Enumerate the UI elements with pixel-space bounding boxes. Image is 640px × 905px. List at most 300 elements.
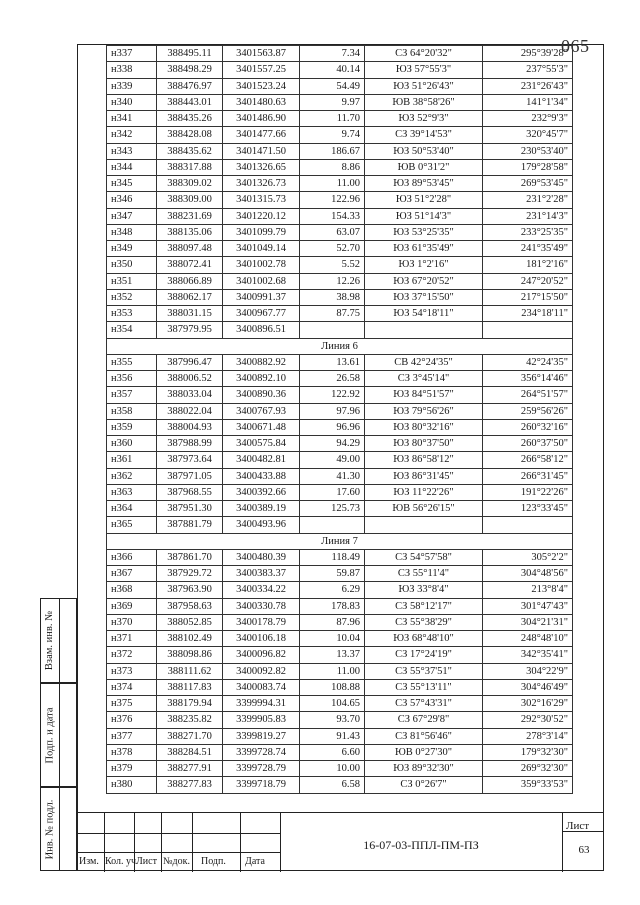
distance: 122.96 bbox=[300, 192, 365, 208]
bearing: ЮЗ 89°53'45" bbox=[365, 176, 483, 192]
table-row bbox=[107, 273, 573, 289]
azimuth: 247°20'52" bbox=[483, 273, 573, 289]
table-row bbox=[107, 566, 573, 582]
azimuth: 304°46'49" bbox=[483, 679, 573, 695]
table-row bbox=[107, 436, 573, 452]
table-row bbox=[107, 647, 573, 663]
point-id: н346 bbox=[107, 192, 157, 208]
coord-x: 388006.52 bbox=[157, 371, 223, 387]
coord-y: 3401477.66 bbox=[223, 127, 300, 143]
distance: 6.58 bbox=[300, 777, 365, 793]
coord-x: 388435.62 bbox=[157, 143, 223, 159]
azimuth: 232°9'3" bbox=[483, 111, 573, 127]
coord-y: 3400334.22 bbox=[223, 582, 300, 598]
bearing: СЗ 54°57'58" bbox=[365, 549, 483, 565]
point-id: н355 bbox=[107, 354, 157, 370]
table-row bbox=[107, 257, 573, 273]
table-row bbox=[107, 631, 573, 647]
coord-y: 3399994.31 bbox=[223, 696, 300, 712]
bearing bbox=[365, 322, 483, 338]
point-id: н342 bbox=[107, 127, 157, 143]
distance: 12.26 bbox=[300, 273, 365, 289]
coord-x: 387963.90 bbox=[157, 582, 223, 598]
margin-box-vzam bbox=[40, 598, 77, 683]
coord-x: 388235.82 bbox=[157, 712, 223, 728]
coord-x: 388495.11 bbox=[157, 46, 223, 62]
point-id: н374 bbox=[107, 679, 157, 695]
coord-x: 388428.08 bbox=[157, 127, 223, 143]
coord-x: 388231.69 bbox=[157, 208, 223, 224]
bearing: СВ 42°24'35" bbox=[365, 354, 483, 370]
distance: 11.70 bbox=[300, 111, 365, 127]
coord-y: 3401471.50 bbox=[223, 143, 300, 159]
point-id: н350 bbox=[107, 257, 157, 273]
coord-y: 3400482.81 bbox=[223, 452, 300, 468]
bearing: ЮЗ 80°37'50" bbox=[365, 436, 483, 452]
point-id: н339 bbox=[107, 78, 157, 94]
distance: 6.60 bbox=[300, 744, 365, 760]
coord-y: 3400096.82 bbox=[223, 647, 300, 663]
coord-y: 3400991.37 bbox=[223, 289, 300, 305]
coord-y: 3401220.12 bbox=[223, 208, 300, 224]
coord-x: 388443.01 bbox=[157, 94, 223, 110]
bearing: СЗ 57°43'31" bbox=[365, 696, 483, 712]
coord-x: 388284.51 bbox=[157, 744, 223, 760]
coord-x: 388033.04 bbox=[157, 387, 223, 403]
azimuth: 217°15'50" bbox=[483, 289, 573, 305]
coord-y: 3400083.74 bbox=[223, 679, 300, 695]
bearing: ЮЗ 57°55'3" bbox=[365, 62, 483, 78]
coord-y: 3400767.93 bbox=[223, 403, 300, 419]
coord-y: 3400389.19 bbox=[223, 501, 300, 517]
table-row bbox=[107, 322, 573, 338]
point-id: н366 bbox=[107, 549, 157, 565]
point-id: н369 bbox=[107, 598, 157, 614]
bearing: СЗ 17°24'19" bbox=[365, 647, 483, 663]
point-id: н357 bbox=[107, 387, 157, 403]
section-row bbox=[107, 533, 573, 549]
section-title: Линия 6 bbox=[107, 338, 573, 354]
table-row bbox=[107, 306, 573, 322]
bearing: ЮЗ 50°53'40" bbox=[365, 143, 483, 159]
azimuth bbox=[483, 322, 573, 338]
coord-x: 387951.30 bbox=[157, 501, 223, 517]
bearing: ЮВ 0°31'2" bbox=[365, 159, 483, 175]
coord-x: 388022.04 bbox=[157, 403, 223, 419]
point-id: н337 bbox=[107, 46, 157, 62]
point-id: н371 bbox=[107, 631, 157, 647]
table-row bbox=[107, 371, 573, 387]
coord-x: 388135.06 bbox=[157, 224, 223, 240]
distance: 13.37 bbox=[300, 647, 365, 663]
azimuth: 42°24'35" bbox=[483, 354, 573, 370]
coord-x: 388435.26 bbox=[157, 111, 223, 127]
table-row bbox=[107, 549, 573, 565]
col-list-label: Лист bbox=[136, 856, 157, 867]
table-row bbox=[107, 761, 573, 777]
distance: 87.96 bbox=[300, 614, 365, 630]
distance bbox=[300, 322, 365, 338]
table-row bbox=[107, 679, 573, 695]
azimuth: 237°55'3" bbox=[483, 62, 573, 78]
azimuth: 231°14'3" bbox=[483, 208, 573, 224]
table-row bbox=[107, 744, 573, 760]
point-id: н361 bbox=[107, 452, 157, 468]
azimuth: 260°37'50" bbox=[483, 436, 573, 452]
coord-x: 387968.55 bbox=[157, 484, 223, 500]
point-id: н352 bbox=[107, 289, 157, 305]
bearing: СЗ 55°13'11" bbox=[365, 679, 483, 695]
col-podp-label: Подп. bbox=[201, 856, 226, 867]
distance: 186.67 bbox=[300, 143, 365, 159]
azimuth: 234°18'11" bbox=[483, 306, 573, 322]
coord-x: 388179.94 bbox=[157, 696, 223, 712]
distance: 17.60 bbox=[300, 484, 365, 500]
table-row bbox=[107, 452, 573, 468]
bearing: ЮЗ 67°20'52" bbox=[365, 273, 483, 289]
azimuth: 179°28'58" bbox=[483, 159, 573, 175]
bearing: ЮЗ 86°58'12" bbox=[365, 452, 483, 468]
point-id: н378 bbox=[107, 744, 157, 760]
coord-y: 3400433.88 bbox=[223, 468, 300, 484]
bearing: ЮВ 56°26'15" bbox=[365, 501, 483, 517]
point-id: н344 bbox=[107, 159, 157, 175]
coord-x: 387996.47 bbox=[157, 354, 223, 370]
table-row bbox=[107, 387, 573, 403]
section-row bbox=[107, 338, 573, 354]
azimuth bbox=[483, 517, 573, 533]
section-title: Линия 7 bbox=[107, 533, 573, 549]
distance: 96.96 bbox=[300, 419, 365, 435]
bearing: ЮЗ 68°48'10" bbox=[365, 631, 483, 647]
distance: 97.96 bbox=[300, 403, 365, 419]
bearing: ЮЗ 54°18'11" bbox=[365, 306, 483, 322]
table-row bbox=[107, 663, 573, 679]
coord-x: 388111.62 bbox=[157, 663, 223, 679]
point-id: н363 bbox=[107, 484, 157, 500]
distance: 94.29 bbox=[300, 436, 365, 452]
table-row bbox=[107, 468, 573, 484]
table-row bbox=[107, 46, 573, 62]
azimuth: 304°22'9" bbox=[483, 663, 573, 679]
bearing: ЮЗ 51°2'28" bbox=[365, 192, 483, 208]
coord-x: 388072.41 bbox=[157, 257, 223, 273]
bearing: ЮЗ 51°26'43" bbox=[365, 78, 483, 94]
coord-y: 3401523.24 bbox=[223, 78, 300, 94]
bearing: СЗ 39°14'53" bbox=[365, 127, 483, 143]
coord-y: 3399728.79 bbox=[223, 761, 300, 777]
point-id: н341 bbox=[107, 111, 157, 127]
distance: 178.83 bbox=[300, 598, 365, 614]
coord-y: 3399905.83 bbox=[223, 712, 300, 728]
azimuth: 359°33'53" bbox=[483, 777, 573, 793]
coord-x: 388271.70 bbox=[157, 728, 223, 744]
azimuth: 259°56'26" bbox=[483, 403, 573, 419]
table-row bbox=[107, 517, 573, 533]
distance: 52.70 bbox=[300, 241, 365, 257]
coord-x: 388476.97 bbox=[157, 78, 223, 94]
bearing: СЗ 3°45'14" bbox=[365, 371, 483, 387]
distance: 38.98 bbox=[300, 289, 365, 305]
coord-y: 3400967.77 bbox=[223, 306, 300, 322]
point-id: н358 bbox=[107, 403, 157, 419]
table-row bbox=[107, 78, 573, 94]
coord-x: 388277.91 bbox=[157, 761, 223, 777]
coord-y: 3401326.65 bbox=[223, 159, 300, 175]
col-data-label: Дата bbox=[245, 856, 265, 867]
distance: 108.88 bbox=[300, 679, 365, 695]
table-row bbox=[107, 62, 573, 78]
bearing: СЗ 55°11'4" bbox=[365, 566, 483, 582]
azimuth: 304°21'31" bbox=[483, 614, 573, 630]
point-id: н368 bbox=[107, 582, 157, 598]
archive-stamp: 065 bbox=[561, 36, 590, 56]
point-id: н360 bbox=[107, 436, 157, 452]
point-id: н380 bbox=[107, 777, 157, 793]
coord-x: 387973.64 bbox=[157, 452, 223, 468]
coord-x: 387929.72 bbox=[157, 566, 223, 582]
bearing: СЗ 0°26'7" bbox=[365, 777, 483, 793]
coord-y: 3400882.92 bbox=[223, 354, 300, 370]
coord-x: 388097.48 bbox=[157, 241, 223, 257]
coord-x: 388031.15 bbox=[157, 306, 223, 322]
distance: 40.14 bbox=[300, 62, 365, 78]
coordinates-table bbox=[106, 45, 573, 794]
azimuth: 264°51'57" bbox=[483, 387, 573, 403]
point-id: н364 bbox=[107, 501, 157, 517]
coord-x: 388102.49 bbox=[157, 631, 223, 647]
bearing: ЮЗ 52°9'3" bbox=[365, 111, 483, 127]
bearing: ЮЗ 79°56'26" bbox=[365, 403, 483, 419]
table-row bbox=[107, 403, 573, 419]
coord-x: 388309.00 bbox=[157, 192, 223, 208]
table-row bbox=[107, 614, 573, 630]
coord-x: 388117.83 bbox=[157, 679, 223, 695]
point-id: н376 bbox=[107, 712, 157, 728]
table-row bbox=[107, 728, 573, 744]
point-id: н375 bbox=[107, 696, 157, 712]
coord-y: 3400892.10 bbox=[223, 371, 300, 387]
point-id: н359 bbox=[107, 419, 157, 435]
distance: 11.00 bbox=[300, 663, 365, 679]
distance: 10.04 bbox=[300, 631, 365, 647]
table-row bbox=[107, 159, 573, 175]
point-id: н365 bbox=[107, 517, 157, 533]
table-row bbox=[107, 192, 573, 208]
azimuth: 123°33'45" bbox=[483, 501, 573, 517]
point-id: н373 bbox=[107, 663, 157, 679]
coord-y: 3400383.37 bbox=[223, 566, 300, 582]
point-id: н338 bbox=[107, 62, 157, 78]
azimuth: 191°22'26" bbox=[483, 484, 573, 500]
coord-y: 3400092.82 bbox=[223, 663, 300, 679]
distance: 9.97 bbox=[300, 94, 365, 110]
margin-label-vzam: Взам. инв. № bbox=[44, 610, 56, 671]
distance: 7.34 bbox=[300, 46, 365, 62]
coord-x: 388062.17 bbox=[157, 289, 223, 305]
coord-y: 3401486.90 bbox=[223, 111, 300, 127]
coord-y: 3400671.48 bbox=[223, 419, 300, 435]
coord-x: 387861.70 bbox=[157, 549, 223, 565]
table-row bbox=[107, 484, 573, 500]
bearing: СЗ 64°20'32" bbox=[365, 46, 483, 62]
coord-y: 3400896.51 bbox=[223, 322, 300, 338]
point-id: н372 bbox=[107, 647, 157, 663]
coord-y: 3401002.68 bbox=[223, 273, 300, 289]
sheet-number: 63 bbox=[578, 844, 590, 856]
bearing: ЮЗ 84°51'57" bbox=[365, 387, 483, 403]
azimuth: 141°1'34" bbox=[483, 94, 573, 110]
azimuth: 295°39'28" bbox=[483, 46, 573, 62]
point-id: н351 bbox=[107, 273, 157, 289]
azimuth: 266°58'12" bbox=[483, 452, 573, 468]
table-row bbox=[107, 94, 573, 110]
distance: 11.00 bbox=[300, 176, 365, 192]
coord-x: 388066.89 bbox=[157, 273, 223, 289]
point-id: н354 bbox=[107, 322, 157, 338]
azimuth: 269°53'45" bbox=[483, 176, 573, 192]
table-row bbox=[107, 111, 573, 127]
azimuth: 266°31'45" bbox=[483, 468, 573, 484]
bearing: ЮЗ 61°35'49" bbox=[365, 241, 483, 257]
coord-y: 3401002.78 bbox=[223, 257, 300, 273]
azimuth: 269°32'30" bbox=[483, 761, 573, 777]
coord-x: 388277.83 bbox=[157, 777, 223, 793]
document-code: 16-07-03-ППЛ-ПМ-ПЗ bbox=[363, 838, 479, 852]
distance: 125.73 bbox=[300, 501, 365, 517]
margin-box-podp bbox=[40, 683, 77, 787]
bearing: ЮЗ 33°8'4" bbox=[365, 582, 483, 598]
coord-x: 387958.63 bbox=[157, 598, 223, 614]
coord-y: 3400392.66 bbox=[223, 484, 300, 500]
azimuth: 179°32'30" bbox=[483, 744, 573, 760]
col-ndok-label: №док. bbox=[163, 856, 190, 867]
table-row bbox=[107, 289, 573, 305]
point-id: н343 bbox=[107, 143, 157, 159]
table-row bbox=[107, 712, 573, 728]
azimuth: 278°3'14" bbox=[483, 728, 573, 744]
distance: 118.49 bbox=[300, 549, 365, 565]
point-id: н362 bbox=[107, 468, 157, 484]
coord-x: 387988.99 bbox=[157, 436, 223, 452]
azimuth: 230°53'40" bbox=[483, 143, 573, 159]
point-id: н367 bbox=[107, 566, 157, 582]
coord-y: 3401557.25 bbox=[223, 62, 300, 78]
point-id: н340 bbox=[107, 94, 157, 110]
azimuth: 301°47'43" bbox=[483, 598, 573, 614]
distance: 5.52 bbox=[300, 257, 365, 273]
point-id: н379 bbox=[107, 761, 157, 777]
azimuth: 356°14'46" bbox=[483, 371, 573, 387]
bearing: ЮЗ 89°32'30" bbox=[365, 761, 483, 777]
table-row bbox=[107, 208, 573, 224]
distance: 10.00 bbox=[300, 761, 365, 777]
bearing: ЮЗ 80°32'16" bbox=[365, 419, 483, 435]
coord-y: 3400890.36 bbox=[223, 387, 300, 403]
point-id: н349 bbox=[107, 241, 157, 257]
table-row bbox=[107, 777, 573, 793]
azimuth: 241°35'49" bbox=[483, 241, 573, 257]
azimuth: 248°48'10" bbox=[483, 631, 573, 647]
table-row bbox=[107, 354, 573, 370]
coord-x: 388004.93 bbox=[157, 419, 223, 435]
point-id: н348 bbox=[107, 224, 157, 240]
bearing: СЗ 81°56'46" bbox=[365, 728, 483, 744]
distance: 154.33 bbox=[300, 208, 365, 224]
azimuth: 292°30'52" bbox=[483, 712, 573, 728]
coord-y: 3399819.27 bbox=[223, 728, 300, 744]
distance: 104.65 bbox=[300, 696, 365, 712]
azimuth: 181°2'16" bbox=[483, 257, 573, 273]
bearing: ЮЗ 1°2'16" bbox=[365, 257, 483, 273]
point-id: н345 bbox=[107, 176, 157, 192]
col-izm-label: Изм. bbox=[79, 856, 99, 867]
point-id: н353 bbox=[107, 306, 157, 322]
table-row bbox=[107, 696, 573, 712]
azimuth: 213°8'4" bbox=[483, 582, 573, 598]
distance: 87.75 bbox=[300, 306, 365, 322]
azimuth: 231°2'28" bbox=[483, 192, 573, 208]
coord-y: 3400575.84 bbox=[223, 436, 300, 452]
coord-x: 388052.85 bbox=[157, 614, 223, 630]
coord-y: 3401049.14 bbox=[223, 241, 300, 257]
coord-y: 3400480.39 bbox=[223, 549, 300, 565]
bearing: СЗ 55°38'29" bbox=[365, 614, 483, 630]
coord-y: 3400178.79 bbox=[223, 614, 300, 630]
coord-y: 3400106.18 bbox=[223, 631, 300, 647]
azimuth: 260°32'16" bbox=[483, 419, 573, 435]
bearing: СЗ 55°37'51" bbox=[365, 663, 483, 679]
distance bbox=[300, 517, 365, 533]
distance: 63.07 bbox=[300, 224, 365, 240]
point-id: н356 bbox=[107, 371, 157, 387]
distance: 8.86 bbox=[300, 159, 365, 175]
bearing: ЮЗ 37°15'50" bbox=[365, 289, 483, 305]
azimuth: 304°48'56" bbox=[483, 566, 573, 582]
table-row bbox=[107, 501, 573, 517]
table-row bbox=[107, 127, 573, 143]
coord-x: 388098.86 bbox=[157, 647, 223, 663]
coord-y: 3399718.79 bbox=[223, 777, 300, 793]
bearing bbox=[365, 517, 483, 533]
bearing: ЮВ 0°27'30" bbox=[365, 744, 483, 760]
azimuth: 302°16'29" bbox=[483, 696, 573, 712]
table-row bbox=[107, 143, 573, 159]
table-row bbox=[107, 419, 573, 435]
azimuth: 320°45'7" bbox=[483, 127, 573, 143]
distance: 13.61 bbox=[300, 354, 365, 370]
azimuth: 233°25'35" bbox=[483, 224, 573, 240]
coord-y: 3401326.73 bbox=[223, 176, 300, 192]
bearing: СЗ 58°12'17" bbox=[365, 598, 483, 614]
margin-label-podp: Подп. и дата bbox=[44, 706, 56, 764]
table-row bbox=[107, 224, 573, 240]
margin-label-inv: Инв. № подл. bbox=[44, 799, 56, 859]
distance: 122.92 bbox=[300, 387, 365, 403]
table-row bbox=[107, 176, 573, 192]
distance: 26.58 bbox=[300, 371, 365, 387]
bearing: ЮЗ 11°22'26" bbox=[365, 484, 483, 500]
bearing: ЮВ 38°58'26" bbox=[365, 94, 483, 110]
distance: 49.00 bbox=[300, 452, 365, 468]
azimuth: 342°35'41" bbox=[483, 647, 573, 663]
azimuth: 305°2'2" bbox=[483, 549, 573, 565]
bearing: ЮЗ 86°31'45" bbox=[365, 468, 483, 484]
bearing: ЮЗ 53°25'35" bbox=[365, 224, 483, 240]
distance: 54.49 bbox=[300, 78, 365, 94]
distance: 9.74 bbox=[300, 127, 365, 143]
coord-y: 3401480.63 bbox=[223, 94, 300, 110]
